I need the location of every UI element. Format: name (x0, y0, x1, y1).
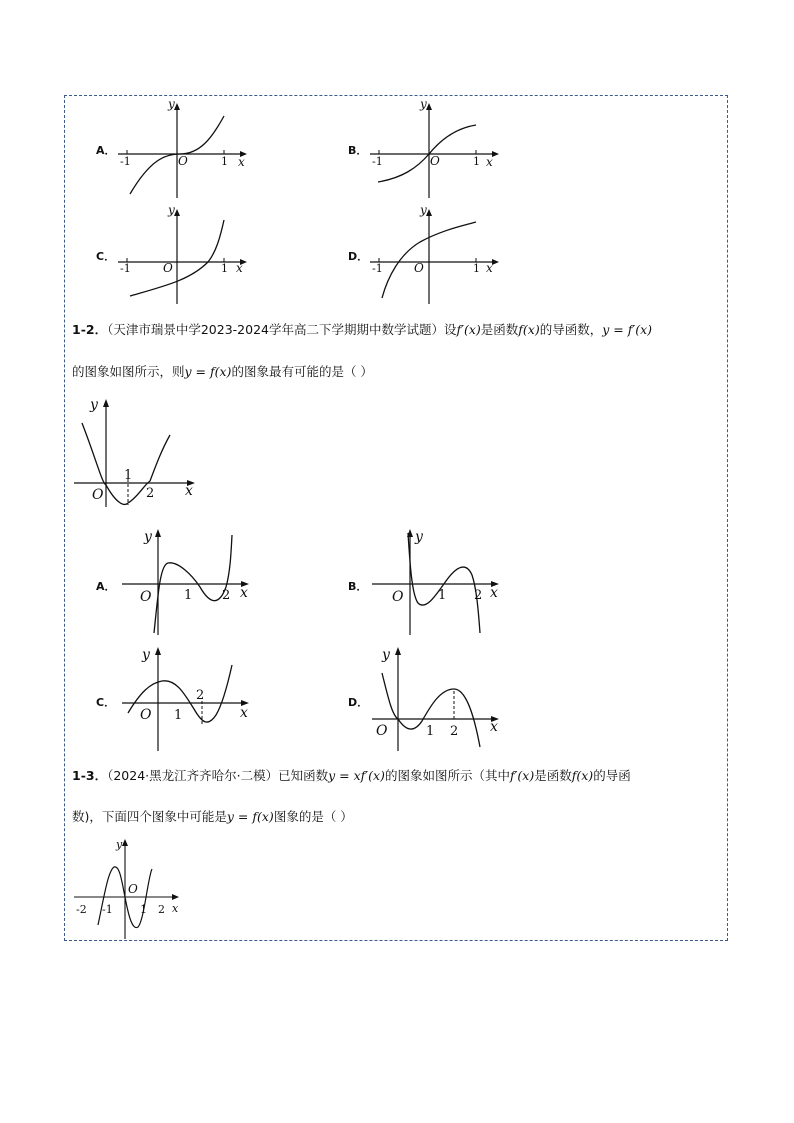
option-a-label[interactable]: A． (96, 580, 116, 593)
origin-label: O (414, 261, 424, 275)
option-c-label[interactable]: C． (96, 696, 116, 709)
q12-number: 1-2． (72, 322, 108, 337)
tick-label: 2 (146, 486, 155, 501)
origin-label: O (128, 882, 138, 896)
q13-text: 图象的是（ ） (273, 809, 353, 824)
x-axis-label: x (486, 261, 493, 275)
y-axis-label: y (415, 529, 423, 545)
graph-set1-c (110, 204, 250, 306)
origin-label: O (392, 589, 404, 605)
q12-text: 是函数 (480, 322, 519, 337)
x-axis-label: x (185, 483, 193, 499)
tick-label: 1 (473, 155, 480, 168)
origin-label: O (376, 723, 388, 739)
tick-label: 1 (124, 468, 133, 483)
q12-text: 的图象如图所示，则 (72, 364, 185, 379)
graph-set2-c (118, 643, 258, 753)
q12-source: （天津市瑞景中学2023-2024学年高二下学期期中数学试题） (107, 322, 444, 337)
y-axis-label: y (144, 529, 152, 545)
graph-set2-d (370, 643, 510, 753)
tick-label: -1 (120, 262, 131, 275)
q12-fprime: f′(x) (456, 322, 481, 337)
q13-text: 的图象如图所示（其中 (384, 768, 510, 783)
q13-text: 的导函 (593, 768, 631, 783)
q13-text: 是函数 (534, 768, 572, 783)
tick-label: -1 (372, 155, 383, 168)
x-axis-label: x (240, 585, 248, 601)
graph-set2-a (118, 525, 258, 637)
x-axis-label: x (486, 155, 493, 169)
q13-line1 (72, 766, 631, 784)
q13-fx: f(x) (571, 768, 594, 783)
y-axis-label: y (420, 97, 427, 111)
tick-label: 1 (473, 262, 480, 275)
origin-label: O (140, 707, 152, 723)
option-c-label[interactable]: C． (96, 250, 116, 263)
q13-y-eq-f: y = f(x) (226, 809, 274, 824)
tick-label: -2 (76, 903, 87, 916)
option-b-label[interactable]: B． (348, 144, 368, 157)
q12-line2 (72, 362, 373, 380)
tick-label: 2 (450, 724, 459, 739)
graph-q13-stem (72, 835, 187, 940)
y-axis-label: y (142, 647, 150, 663)
q12-line1 (72, 320, 652, 338)
graph-set1-b (362, 98, 502, 200)
y-axis-label: y (90, 397, 98, 413)
q12-text: 设 (443, 322, 457, 337)
y-axis-label: y (168, 203, 175, 217)
y-axis-label: y (116, 838, 123, 851)
tick-label: 1 (174, 708, 183, 723)
q12-text: 的导函数， (539, 322, 603, 337)
q13-y-eq-xfprime: y = xf′(x) (328, 768, 385, 783)
option-d-label[interactable]: D． (348, 696, 369, 709)
option-d-label[interactable]: D． (348, 250, 369, 263)
origin-label: O (430, 154, 440, 168)
tick-label: -1 (102, 903, 113, 916)
q13-fprime: f′(x) (509, 768, 535, 783)
x-axis-label: x (490, 585, 498, 601)
x-axis-label: x (490, 719, 498, 735)
y-axis-label: y (420, 203, 427, 217)
tick-label: 2 (474, 588, 483, 603)
q13-text: 已知函数 (278, 768, 329, 783)
tick-label: 1 (221, 155, 228, 168)
graph-set2-b (370, 525, 510, 637)
x-axis-label: x (236, 261, 243, 275)
tick-label: 1 (140, 903, 147, 916)
graph-set1-d (362, 204, 502, 306)
q12-y-eq-f: y = f(x) (184, 364, 232, 379)
origin-label: O (163, 261, 173, 275)
graph-set1-a (110, 98, 250, 200)
q13-number: 1-3． (72, 768, 108, 783)
graph-q12-stem (72, 395, 202, 510)
y-axis-label: y (382, 647, 390, 663)
option-b-label[interactable]: B． (348, 580, 368, 593)
tick-label: -1 (120, 155, 131, 168)
origin-label: O (178, 154, 188, 168)
q13-source: （2024·黑龙江齐齐哈尔·二模） (107, 768, 279, 783)
x-axis-label: x (238, 155, 245, 169)
tick-label: 1 (438, 588, 447, 603)
origin-label: O (140, 589, 152, 605)
y-axis-label: y (168, 97, 175, 111)
tick-label: -1 (372, 262, 383, 275)
origin-label: O (92, 487, 104, 503)
q12-fx: f(x) (518, 322, 540, 337)
option-a-label[interactable]: A． (96, 144, 116, 157)
tick-label: 1 (184, 588, 193, 603)
x-axis-label: x (172, 902, 179, 915)
q12-y-eq-fprime: y = f′(x) (602, 322, 652, 337)
q13-line2 (72, 807, 353, 825)
tick-label: 2 (196, 688, 205, 703)
tick-label: 2 (222, 588, 231, 603)
tick-label: 1 (426, 724, 435, 739)
q12-text: 的图象最有可能的是（ ） (231, 364, 373, 379)
tick-label: 1 (221, 262, 228, 275)
q13-text: 数)，下面四个图象中可能是 (72, 809, 227, 824)
tick-label: 2 (158, 903, 165, 916)
x-axis-label: x (240, 705, 248, 721)
